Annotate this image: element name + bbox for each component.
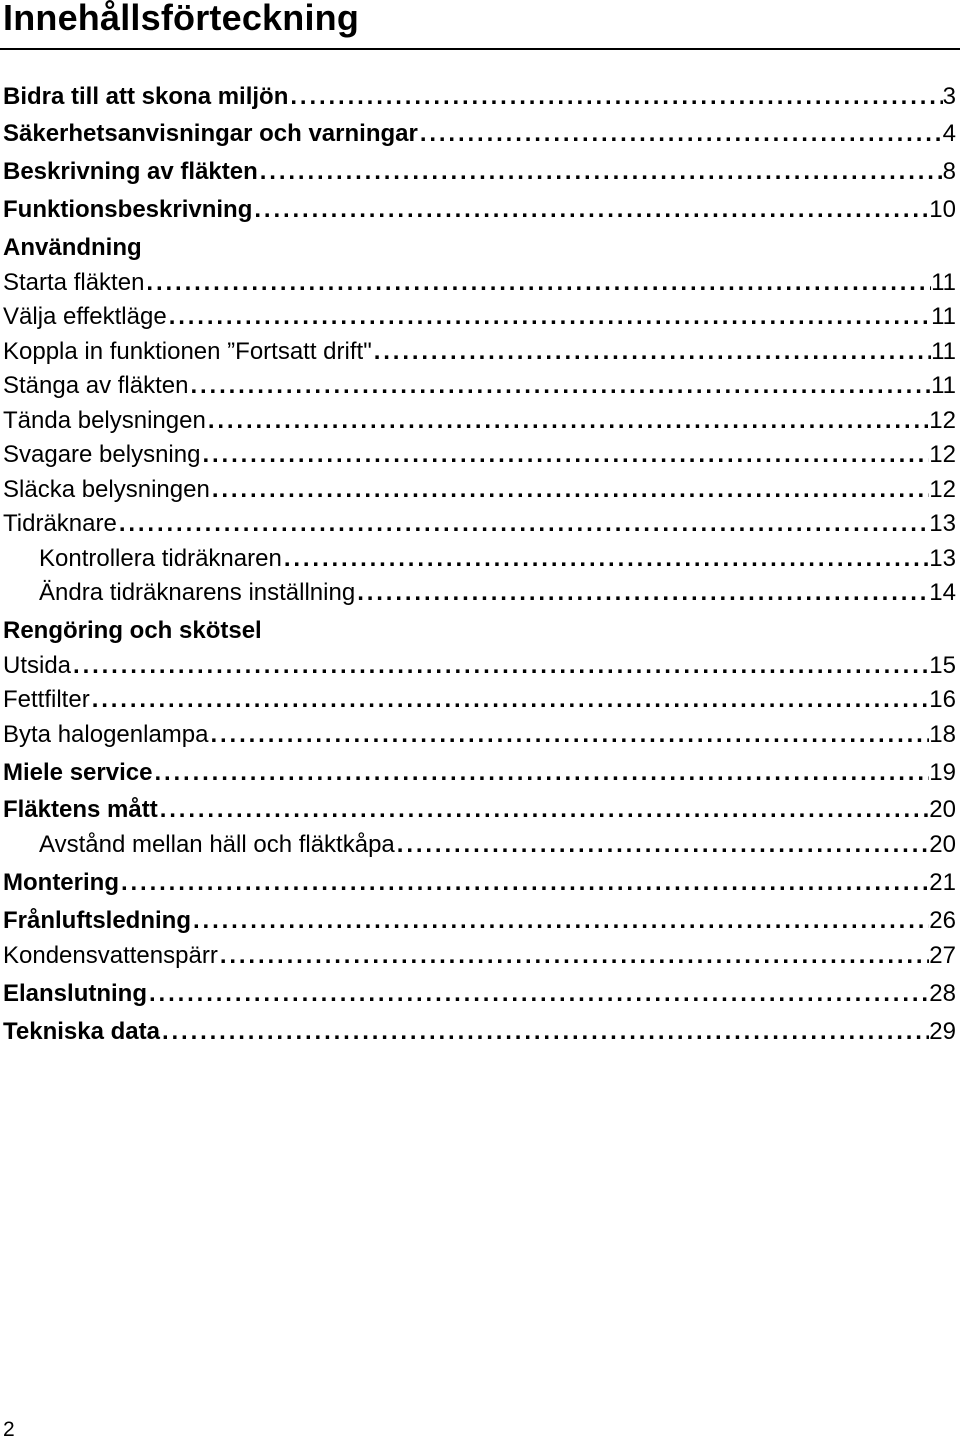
dot-leader bbox=[395, 827, 930, 863]
toc-entry-label: Utsida bbox=[3, 652, 72, 679]
dot-leader bbox=[158, 792, 930, 828]
toc-entry-page: 14 bbox=[929, 579, 956, 606]
dot-leader bbox=[206, 403, 929, 439]
dot-leader bbox=[188, 368, 931, 404]
toc-entry-page: 12 bbox=[929, 476, 956, 503]
dot-leader bbox=[90, 682, 930, 718]
toc-entry[interactable] bbox=[3, 265, 956, 301]
toc-entry-page: 20 bbox=[929, 831, 956, 858]
dot-leader bbox=[117, 506, 929, 542]
toc-entry-label: Ändra tidräknarens inställning bbox=[39, 579, 356, 606]
toc-entry-label: Bidra till att skona miljön bbox=[3, 83, 289, 110]
toc-entry-label: Säkerhetsanvisningar och varningar bbox=[3, 120, 418, 147]
toc-entry[interactable] bbox=[3, 79, 956, 115]
toc-entry-label: Beskrivning av fläkten bbox=[3, 158, 258, 185]
toc-entry[interactable] bbox=[3, 334, 956, 370]
toc-entry[interactable] bbox=[3, 154, 956, 190]
toc-entry[interactable] bbox=[3, 575, 956, 611]
toc-entry-label: Tända belysningen bbox=[3, 407, 206, 434]
toc-entry[interactable] bbox=[3, 116, 956, 152]
toc-entry-label: Tekniska data bbox=[3, 1018, 160, 1045]
toc-entry-page: 20 bbox=[929, 796, 956, 823]
toc-entry-label: Rengöring och skötsel bbox=[3, 617, 262, 644]
toc-entry-page: 10 bbox=[929, 196, 956, 223]
toc-entry-label: Kontrollera tidräknaren bbox=[39, 545, 282, 572]
toc-entry-label: Tidräknare bbox=[3, 510, 117, 537]
toc-section-heading[interactable] bbox=[3, 230, 956, 266]
toc-entry[interactable] bbox=[3, 1014, 956, 1050]
dot-leader bbox=[282, 541, 929, 577]
dot-leader bbox=[210, 472, 929, 508]
toc-entry-page: 27 bbox=[929, 942, 956, 969]
toc-entry[interactable] bbox=[3, 682, 956, 718]
dot-leader bbox=[147, 976, 929, 1012]
toc-entry-page: 11 bbox=[931, 372, 956, 399]
toc-entry-label: Fläktens mått bbox=[3, 796, 158, 823]
toc-entry-label: Stänga av fläkten bbox=[3, 372, 189, 399]
toc-entry-label: Fettfilter bbox=[3, 686, 90, 713]
toc-entry-label: Släcka belysningen bbox=[3, 476, 210, 503]
toc-entry-page: 12 bbox=[929, 441, 956, 468]
toc-entry-page: 13 bbox=[929, 510, 956, 537]
dot-leader bbox=[160, 1014, 929, 1050]
toc-entry[interactable] bbox=[3, 717, 956, 753]
toc-entry-page: 3 bbox=[942, 83, 956, 110]
toc-entry-page: 13 bbox=[929, 545, 956, 572]
toc-entry[interactable] bbox=[3, 903, 956, 939]
toc-entry-page: 11 bbox=[931, 303, 956, 330]
page-title: Innehållsförteckning bbox=[3, 0, 360, 38]
toc-entry-page: 19 bbox=[929, 759, 956, 786]
page-number: 2 bbox=[3, 1418, 15, 1441]
toc-entry[interactable] bbox=[3, 472, 956, 508]
dot-leader bbox=[372, 334, 931, 370]
toc-entry-label: Elanslutning bbox=[3, 980, 147, 1007]
toc-entry-label: Välja effektläge bbox=[3, 303, 167, 330]
toc-entry-label: Svagare belysning bbox=[3, 441, 201, 468]
dot-leader bbox=[200, 437, 929, 473]
dot-leader bbox=[208, 717, 929, 753]
dot-leader bbox=[252, 192, 929, 228]
toc-entry-page: 15 bbox=[929, 652, 956, 679]
dot-leader bbox=[144, 265, 931, 301]
toc-entry-page: 26 bbox=[929, 907, 956, 934]
toc-entry[interactable] bbox=[3, 827, 956, 863]
toc-entry[interactable] bbox=[3, 648, 956, 684]
dot-leader bbox=[355, 575, 929, 611]
toc-entry-label: Montering bbox=[3, 869, 119, 896]
toc-entry[interactable] bbox=[3, 976, 956, 1012]
toc-entry-page: 16 bbox=[929, 686, 956, 713]
toc-entry[interactable] bbox=[3, 792, 956, 828]
toc-entry-page: 4 bbox=[942, 120, 956, 147]
toc-entry[interactable] bbox=[3, 938, 956, 974]
dot-leader bbox=[191, 903, 929, 939]
toc-entry[interactable] bbox=[3, 541, 956, 577]
toc-entry[interactable] bbox=[3, 368, 956, 404]
toc-entry-label: Kondensvattenspärr bbox=[3, 942, 218, 969]
dot-leader bbox=[71, 648, 929, 684]
dot-leader bbox=[218, 938, 929, 974]
toc-entry-page: 29 bbox=[929, 1018, 956, 1045]
dot-leader bbox=[119, 865, 929, 901]
toc-entry[interactable] bbox=[3, 192, 956, 228]
dot-leader bbox=[418, 116, 943, 152]
toc-entry-page: 11 bbox=[931, 269, 956, 296]
toc-entry-page: 11 bbox=[931, 338, 956, 365]
toc-section-heading[interactable] bbox=[3, 613, 956, 649]
toc-entry[interactable] bbox=[3, 437, 956, 473]
toc-entry-label: Frånluftsledning bbox=[3, 907, 191, 934]
dot-leader bbox=[258, 154, 943, 190]
dot-leader bbox=[152, 755, 929, 791]
title-divider bbox=[0, 48, 960, 50]
toc-entry-label: Miele service bbox=[3, 759, 153, 786]
toc-entry[interactable] bbox=[3, 403, 956, 439]
toc-entry-page: 8 bbox=[942, 158, 956, 185]
toc-entry-label: Avstånd mellan häll och fläktkåpa bbox=[39, 831, 395, 858]
dot-leader bbox=[288, 79, 942, 115]
toc-entry-page: 28 bbox=[929, 980, 956, 1007]
toc-entry-page: 12 bbox=[929, 407, 956, 434]
toc-entry[interactable] bbox=[3, 506, 956, 542]
toc-entry-page: 21 bbox=[929, 869, 956, 896]
toc-entry-label: Funktionsbeskrivning bbox=[3, 196, 253, 223]
toc-entry-label: Koppla in funktionen ”Fortsatt drift" bbox=[3, 338, 372, 365]
dot-leader bbox=[167, 299, 931, 335]
toc-entry-label: Starta fläkten bbox=[3, 269, 145, 296]
toc-entry[interactable] bbox=[3, 755, 956, 791]
toc-entry-label: Användning bbox=[3, 234, 142, 261]
toc-entry-label: Byta halogenlampa bbox=[3, 721, 209, 748]
toc-entry[interactable] bbox=[3, 299, 956, 335]
toc-entry-page: 18 bbox=[929, 721, 956, 748]
toc-entry[interactable] bbox=[3, 865, 956, 901]
